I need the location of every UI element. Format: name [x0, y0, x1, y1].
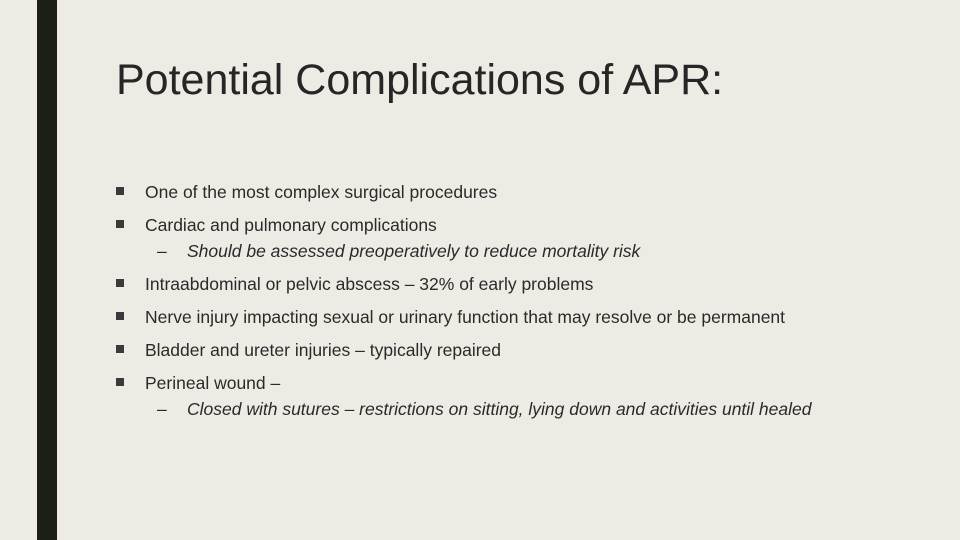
bullet-list — [116, 182, 856, 432]
bullet-item — [116, 215, 856, 261]
square-bullet-icon — [116, 345, 124, 353]
square-bullet-icon — [116, 378, 124, 386]
sub-bullet-text: Closed with sutures – restrictions on sitting, lying down and activities until healed — [187, 399, 812, 419]
sub-bullet-item — [145, 399, 856, 419]
square-bullet-icon — [116, 220, 124, 228]
bullet-text: One of the most complex surgical procedures — [145, 182, 498, 202]
bullet-text: Nerve injury impacting sexual or urinary function that may resolve or be permanent — [145, 307, 786, 327]
bullet-item — [116, 373, 856, 419]
bullet-item — [116, 274, 856, 294]
sub-bullet-text: Should be assessed preoperatively to reduce mortality risk — [187, 241, 641, 261]
bullet-text: Cardiac and pulmonary complications — [145, 215, 437, 235]
bullet-text: Perineal wound – — [145, 373, 281, 393]
bullet-item — [116, 182, 856, 202]
bullet-item — [116, 307, 856, 327]
bullet-item — [116, 340, 856, 360]
accent-bar — [37, 0, 57, 540]
bullet-text: Intraabdominal or pelvic abscess – 32% of early problems — [145, 274, 594, 294]
square-bullet-icon — [116, 279, 124, 287]
square-bullet-icon — [116, 187, 124, 195]
slide-title: Potential Complications of APR: — [116, 56, 724, 104]
bullet-text: Bladder and ureter injuries – typically repaired — [145, 340, 502, 360]
dash-bullet-icon: – — [157, 399, 167, 419]
sub-bullet-item — [145, 241, 856, 261]
dash-bullet-icon: – — [157, 241, 167, 261]
square-bullet-icon — [116, 312, 124, 320]
